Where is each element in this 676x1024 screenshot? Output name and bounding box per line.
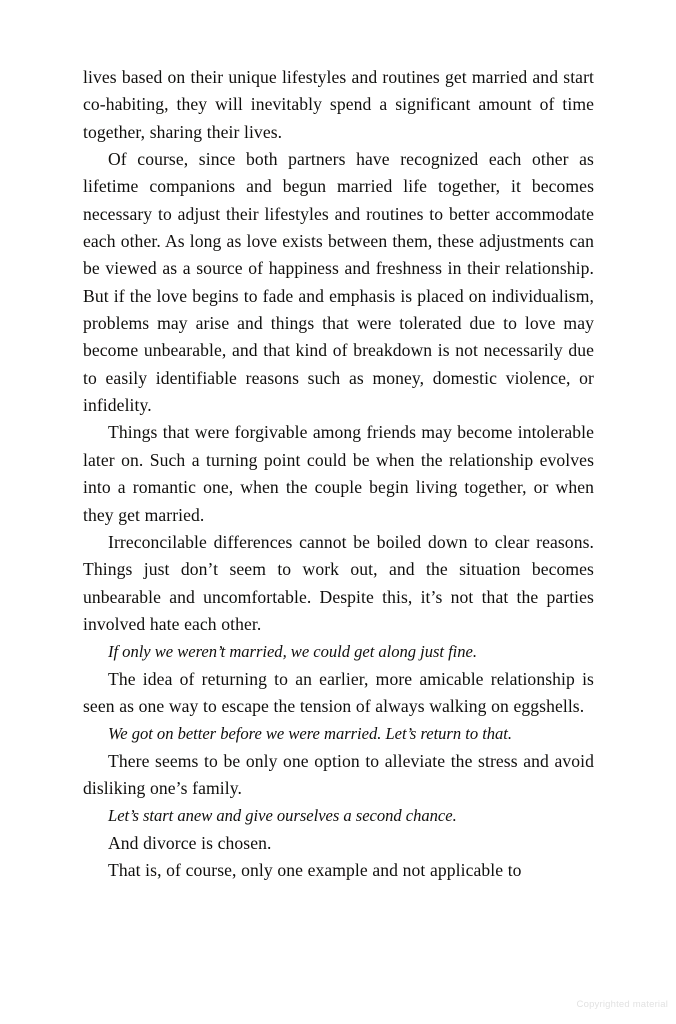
copyright-watermark: Copyrighted material [576,999,668,1010]
paragraph-of-course: Of course, since both partners have recognized each other as lifetime companions and begun married life together, it becomes necessary to adjust their lifestyles and routines to better accommodate each other. As long as love exists between them, these adjustments can be viewed as a source of happiness and freshness in their relationship. But if the love begins to fade and emphasis is placed on individualism, problems may arise and things that were tolerated due to love may become unbearable, and that kind of breakdown is not necessarily due to easily identifiable reasons such as money, domestic violence, or infidelity. [83,149,594,416]
paragraph-that-is-of-course: That is, of course, only one example and not applicable to [108,859,522,880]
paragraph-irreconcilable-differences: Irreconcilable differences cannot be boiled down to clear reasons. Things just don’t seem to work out, and the situation becomes unbearable and uncomfortable. Despite this, it’s not that the parties involved hate each other. [83,531,594,634]
paragraph-there-seems-to-be: There seems to be only one option to alleviate the stress and avoid disliking one’s family. [83,750,594,798]
page-text-block [83,64,594,884]
paragraph-things-forgivable: Things that were forgivable among friends may become intolerable later on. Such a turning point could be when the relationship evolves into a romantic one, when the couple begin living together, or when they get married. [83,422,594,525]
paragraph-continuation: lives based on their unique lifestyles and routines get married and start co-habiting, they will inevitably spend a significant amount of time together, sharing their lives. [83,67,594,142]
quote-lets-start-anew: Let’s start anew and give ourselves a second chance. [108,806,457,826]
quote-if-only-we-werent-married: If only we weren’t married, we could get along just fine. [108,642,477,662]
paragraph-and-divorce-is-chosen: And divorce is chosen. [108,832,272,853]
paragraph-idea-of-returning: The idea of returning to an earlier, more amicable relationship is seen as one way to escape the tension of always walking on eggshells. [83,668,594,716]
quote-we-got-on-better: We got on better before we were married. Let’s return to that. [108,724,512,744]
